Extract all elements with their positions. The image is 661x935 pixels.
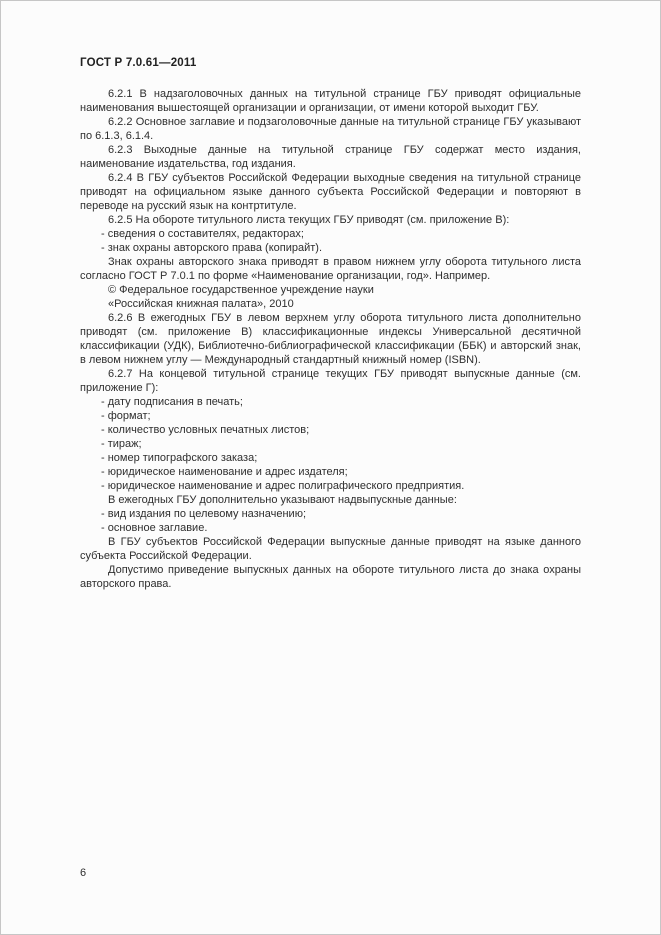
- paragraph: В ежегодных ГБУ дополнительно указывают надвыпускные данные:: [108, 494, 457, 506]
- list-item: - вид издания по целевому назначению;: [101, 508, 307, 520]
- paragraph: 6.2.2 Основное заглавие и подзаголовочные данные на титульной странице ГБУ указывают по 6.1.3, 6.1.4.: [80, 116, 581, 142]
- list-item: - формат;: [101, 410, 151, 422]
- list-item: - основное заглавие.: [101, 522, 208, 534]
- list-item: - количество условных печатных листов;: [101, 424, 310, 436]
- paragraph: 6.2.6 В ежегодных ГБУ в левом верхнем углу оборота титульного листа дополнительно приводят (см. приложение В) классификационные индексы Универсальной десятичной классификации (УДК), Библиотечно-библиографической классификации (ББК) и авторский знак, в левом нижнем углу — Международный стандартный книжный номер (ISBN).: [80, 312, 581, 366]
- document-body: [80, 87, 581, 591]
- page-number: 6: [80, 867, 87, 879]
- list-item: - дату подписания в печать;: [101, 396, 243, 408]
- paragraph: 6.2.1 В надзаголовочных данных на титульной странице ГБУ приводят официальные наименования вышестоящей организации и организации, от имени которой выходит ГБУ.: [80, 88, 581, 114]
- paragraph: Знак охраны авторского знака приводят в правом нижнем углу оборота титульного листа согласно ГОСТ Р 7.0.1 по форме «Наименование организации, год». Например.: [80, 256, 581, 282]
- paragraph: 6.2.5 На обороте титульного листа текущих ГБУ приводят (см. приложение В):: [108, 214, 510, 226]
- list-item: - юридическое наименование и адрес издателя;: [101, 466, 348, 478]
- document-standard-number: ГОСТ Р 7.0.61—2011: [80, 57, 197, 69]
- paragraph: В ГБУ субъектов Российской Федерации выпускные данные приводят на языке данного субъекта Российской Федерации.: [80, 536, 581, 562]
- list-item: - знак охраны авторского права (копирайт).: [101, 242, 322, 254]
- paragraph: © Федеральное государственное учреждение науки: [108, 284, 374, 296]
- paragraph: «Российская книжная палата», 2010: [108, 298, 294, 310]
- paragraph: 6.2.7 На концевой титульной странице текущих ГБУ приводят выпускные данные (см. приложение Г):: [80, 368, 581, 394]
- list-item: - номер типографского заказа;: [101, 452, 258, 464]
- paragraph: 6.2.3 Выходные данные на титульной странице ГБУ содержат место издания, наименование издательства, год издания.: [80, 144, 581, 170]
- paragraph: Допустимо приведение выпускных данных на обороте титульного листа до знака охраны авторского права.: [80, 564, 581, 590]
- list-item: - юридическое наименование и адрес полиграфического предприятия.: [101, 480, 465, 492]
- list-item: - сведения о составителях, редакторах;: [101, 228, 304, 240]
- paragraph: 6.2.4 В ГБУ субъектов Российской Федерации выходные сведения на титульной странице приводят на официальном языке данного субъекта Российской Федерации и повторяют в переводе на русский язык на контртитуле.: [80, 172, 581, 212]
- list-item: - тираж;: [101, 438, 142, 450]
